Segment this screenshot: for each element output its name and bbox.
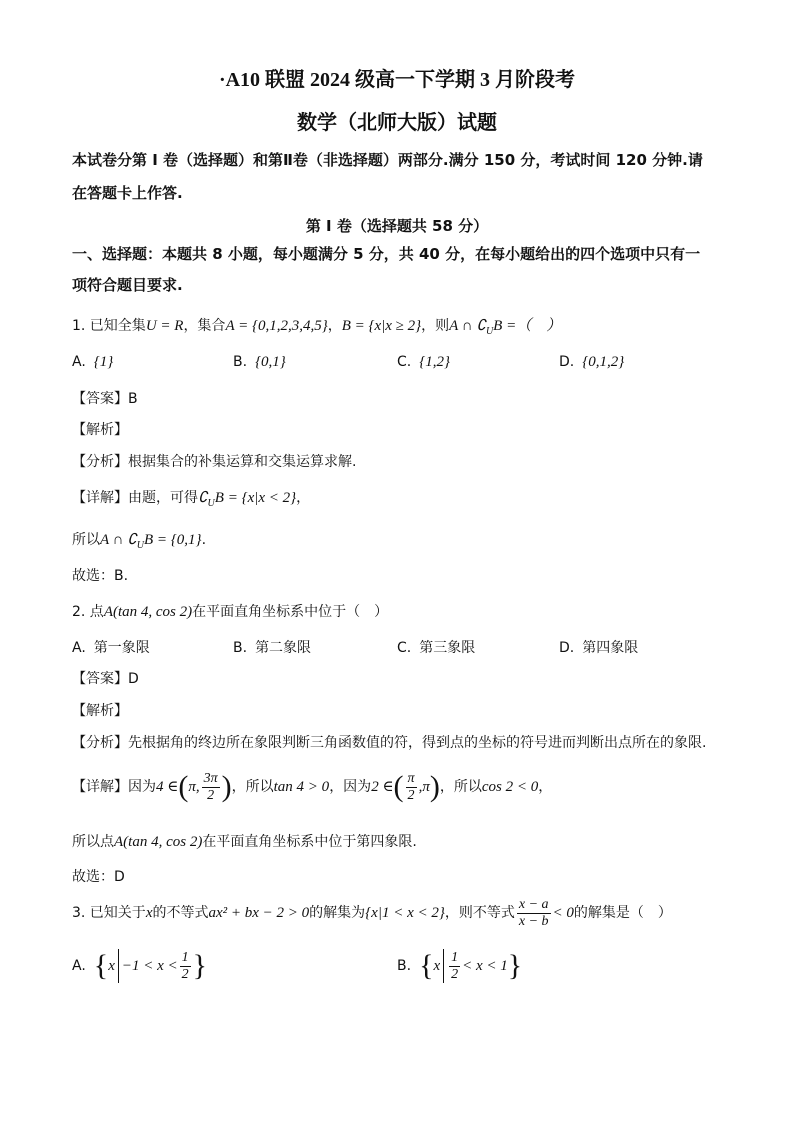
option-condition: −1 < x < [121, 958, 178, 974]
q1-suoyi [72, 530, 206, 556]
fraction-numerator: 3π [203, 770, 218, 786]
q1-fenxi: 【分析】根据集合的补集运算和交集运算求解. [72, 454, 357, 470]
option-condition: < x < 1 [462, 958, 508, 974]
q2-fenxi: 【分析】先根据角的终边所在象限判断三角函数值的符，得到点的坐标的符号进而判断出点所在的象限. [72, 735, 707, 751]
option-value: {0,1,2} [582, 354, 625, 370]
q3-solution-set: {x|1 < x < 2} [365, 905, 445, 921]
q1-set-a: A = {0,1,2,3,4,5} [225, 318, 328, 334]
q2-xiangjie-tan: tan 4 > 0 [273, 779, 330, 795]
q2-xiangjie [72, 766, 552, 808]
option-label: A. [72, 354, 86, 370]
paren-close: ) [429, 770, 440, 803]
fraction-denominator: 2 [181, 966, 189, 982]
q1-set-b: B = {x|x ≥ 2} [341, 318, 422, 334]
q1-stem-text-d: ，则 [421, 318, 450, 334]
q2-option-c [397, 638, 475, 658]
q3-stem-text-c: 的解集为 [309, 905, 366, 921]
q3-stem-text-a: 3. 已知关于 [72, 905, 146, 921]
q1-stem-text-b: ，集合 [183, 318, 226, 334]
q1-xiangjie-complement: ∁ [198, 490, 208, 506]
brace-open: { [419, 949, 434, 982]
option-label: B. [233, 640, 248, 656]
part-one-line-2: 项符合题目要求. [72, 276, 183, 294]
q1-option-b [233, 352, 286, 372]
option-variable: x [108, 958, 115, 974]
q1-option-c [397, 352, 450, 372]
q2-xiangjie-text-a: 【详解】因为 [72, 779, 156, 795]
q1-suoyi-subscript: U [136, 539, 145, 551]
option-value: 第三象限 [419, 640, 476, 656]
option-value: {0,1} [255, 354, 286, 370]
q3-less-than: < 0 [552, 905, 574, 921]
exam-title: ·A10 联盟 2024 级高一下学期 3 月阶段考 [218, 69, 576, 91]
q3-fraction [517, 897, 551, 930]
q2-answer: 【答案】D [72, 671, 139, 687]
q1-xiangjie-punct: ， [296, 490, 311, 506]
q2-option-d [559, 638, 638, 658]
q2-option-b [233, 638, 311, 658]
q3-stem-text-e: 的解集是（ ） [573, 905, 672, 921]
q1-suoyi-result: B = {0,1} [144, 532, 202, 548]
exam-subtitle: 数学（北师大版）试题 [297, 112, 497, 134]
q2-stem-text-a: 2. 点 [72, 604, 104, 620]
brace-close: } [192, 949, 208, 982]
q1-subscript: U [485, 325, 494, 337]
paren-close: ) [221, 770, 232, 803]
q1-suoyi-text: 所以 [72, 532, 100, 548]
q2-option-a [72, 638, 150, 658]
q2-xiangjie-pi: π, [188, 779, 200, 795]
q2-xiangjie-cos: cos 2 < 0 [481, 779, 539, 795]
fraction-one-half [449, 950, 460, 983]
fraction-3pi-over-2 [202, 771, 220, 804]
q2-choice: 故选：D [72, 869, 125, 885]
q2-xiangjie-in-1: 4 ∈ [156, 779, 179, 795]
q2-suoyi [72, 832, 417, 852]
paren-open: ( [393, 770, 404, 803]
q3-stem-text-b: 的不等式 [152, 905, 209, 921]
option-label: A. [72, 640, 86, 656]
q2-xiangjie-in-2: 2 ∈ [371, 779, 394, 795]
fraction-denominator: 2 [207, 787, 215, 803]
q2-suoyi-text-a: 所以点 [72, 834, 114, 850]
q3-stem [72, 896, 672, 930]
q1-stem-text-c: ， [327, 318, 342, 334]
q2-xiangjie-text-b: ，所以 [231, 779, 274, 795]
paren-open: ( [178, 770, 189, 803]
option-label: D. [559, 354, 575, 370]
fraction-numerator: 1 [451, 949, 459, 965]
q3-option-b [397, 944, 522, 988]
q1-xiangjie-set: B = {x|x < 2} [214, 490, 297, 506]
q1-stem [72, 316, 561, 342]
q1-stem-text-a: 1. 已知全集 [72, 318, 146, 334]
q2-xiangjie-pi-2: ,π [418, 779, 430, 795]
intro-line-2: 在答题卡上作答. [72, 184, 183, 202]
q2-xiangjie-text-e: ， [538, 779, 553, 795]
fraction-one-half [180, 950, 191, 983]
q3-inequality: ax² + bx − 2 > 0 [208, 905, 310, 921]
q2-stem [72, 602, 388, 622]
q1-expression: A ∩ ∁ [449, 318, 486, 334]
option-value: 第二象限 [255, 640, 312, 656]
q1-option-a [72, 352, 113, 372]
q1-xiangjie [72, 488, 310, 514]
option-value: {1} [93, 354, 114, 370]
q1-xiangjie-subscript: U [207, 497, 215, 509]
set-bar [443, 949, 444, 983]
q2-xiangjie-text-c: ，因为 [329, 779, 372, 795]
option-value: {1,2} [419, 354, 450, 370]
set-bar [118, 949, 119, 983]
q1-suoyi-punct: . [201, 532, 207, 548]
option-label: D. [559, 640, 575, 656]
intro-line-1: 本试卷分第 I 卷（选择题）和第Ⅱ卷（非选择题）两部分.满分 150 分，考试时间 120 分钟.请 [72, 151, 703, 169]
option-label: B. [233, 354, 248, 370]
q3-stem-text-d: ，则不等式 [444, 905, 515, 921]
option-value: 第四象限 [582, 640, 639, 656]
section-title: 第 I 卷（选择题共 58 分） [305, 217, 489, 235]
part-one-line-1: 一、选择题：本题共 8 小题，每小题满分 5 分，共 40 分，在每小题给出的四个选项中只有一 [72, 245, 701, 263]
option-label: C. [397, 354, 412, 370]
fraction-pi-over-2 [406, 771, 417, 804]
q1-xiangjie-text: 【详解】由题，可得 [72, 490, 198, 506]
option-label: B. [397, 958, 412, 974]
q1-analysis-heading: 【解析】 [72, 422, 128, 438]
fraction-denominator: 2 [451, 966, 459, 982]
q1-option-d [559, 352, 624, 372]
q2-xiangjie-text-d: ，所以 [439, 779, 482, 795]
q2-suoyi-point: A(tan 4, cos 2) [114, 834, 203, 850]
option-variable: x [433, 958, 441, 974]
brace-close: } [507, 949, 523, 982]
q1-answer: 【答案】B [72, 391, 138, 407]
option-label: C. [397, 640, 412, 656]
brace-open: { [93, 949, 109, 982]
q1-choice: 故选：B. [72, 568, 129, 584]
fraction-denominator: x − b [518, 913, 549, 929]
option-value: 第一象限 [93, 640, 150, 656]
fraction-numerator: π [407, 770, 415, 786]
q3-option-a [72, 944, 207, 988]
fraction-denominator: 2 [407, 787, 415, 803]
fraction-numerator: 1 [181, 949, 189, 965]
q2-suoyi-text-b: 在平面直角坐标系中位于第四象限. [202, 834, 417, 850]
q2-point: A(tan 4, cos 2) [103, 604, 193, 620]
fraction-numerator: x − a [518, 896, 549, 912]
option-label: A. [72, 958, 86, 974]
q1-universal-set: U = R [145, 318, 184, 334]
q2-stem-text-b: 在平面直角坐标系中位于（ ） [192, 604, 389, 620]
q3-variable: x [145, 905, 153, 921]
q1-suoyi-expr: A ∩ ∁ [100, 532, 137, 548]
q1-stem-text-e: B =（ ） [493, 318, 562, 334]
q2-analysis-heading: 【解析】 [72, 703, 128, 719]
